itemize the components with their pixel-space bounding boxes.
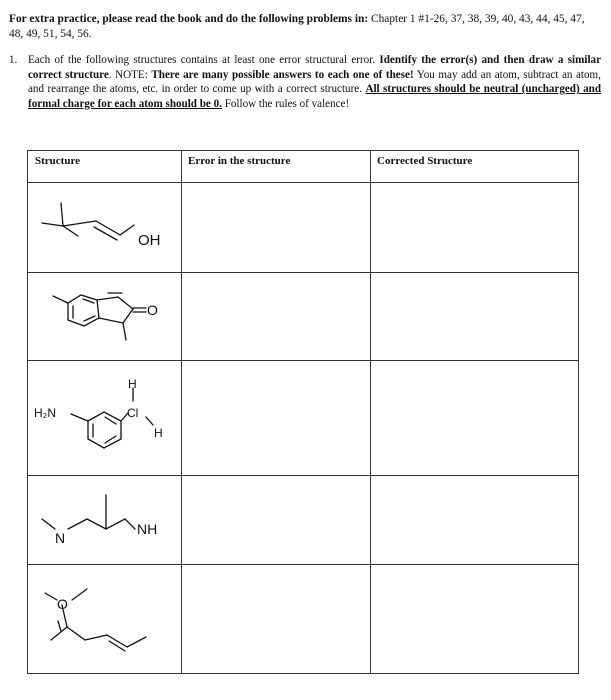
label-o: O <box>147 302 158 318</box>
structure-4-molecule <box>28 476 181 564</box>
structure-5-molecule <box>28 565 181 674</box>
problem-text-a: Each of the following structures contains at least one error structural error. <box>28 54 376 66</box>
label-o2: O <box>57 596 68 612</box>
structure-1-molecule <box>28 183 181 272</box>
problem-text-c: You may add an atom, subtract an atom, and rearrange the atoms, etc. in order to come up with a correct structure. <box>28 68 601 96</box>
intro-lead: For extra practice, please read the book and do the following problems in: <box>9 13 369 25</box>
problem-number: 1. <box>9 54 18 66</box>
header-corrected: Corrected Structure <box>377 155 473 167</box>
problem-bold-a: Identify the error(s) and then draw a similar correct structure <box>28 54 601 81</box>
problem-bold-b: There are many possible answers to each one of these! <box>151 68 414 81</box>
header-structure: Structure <box>35 155 81 167</box>
column-divider <box>181 151 182 673</box>
problem-text-d: Follow the rules of valence! <box>224 97 350 110</box>
problem-underline: All structures should be neutral (uncharged) and formal charge for each atom should be 0. <box>28 83 602 110</box>
problem-body <box>28 53 601 111</box>
structures-table <box>27 150 579 674</box>
structure-3-molecule <box>28 361 181 475</box>
label-oh: OH <box>138 232 161 249</box>
label-h-bottom: H <box>154 426 163 440</box>
label-cl: Cl <box>127 406 139 420</box>
label-h-top: H <box>128 377 137 391</box>
label-nh: NH <box>137 521 158 537</box>
intro-problem-list: Chapter 1 #1-26, 37, 38, 39, 40, 43, 44, 45, 47, 48, 49, 51, 54, 56. <box>9 13 585 40</box>
label-n: N <box>55 530 66 546</box>
structure-2-molecule <box>28 273 181 360</box>
column-divider <box>370 151 371 673</box>
problem-1 <box>9 53 601 111</box>
problem-text-b: . NOTE: <box>108 68 148 81</box>
header-error: Error in the structure <box>188 155 291 167</box>
intro-paragraph <box>9 12 601 42</box>
label-h2n: H₂N <box>34 406 56 420</box>
